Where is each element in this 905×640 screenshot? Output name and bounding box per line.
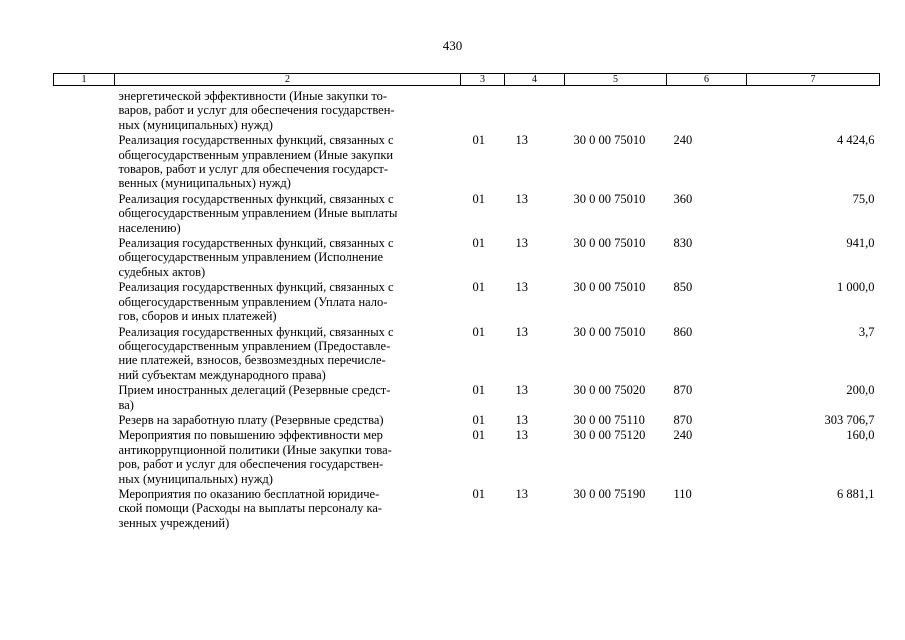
table-row [54, 487, 880, 531]
subsection-code-cell: 13 [515, 428, 528, 443]
amount-cell: 303 706,7 [824, 412, 875, 427]
row-number-cell [54, 487, 115, 531]
budget-table [53, 73, 880, 531]
section-code-cell: 01 [472, 412, 485, 427]
expense-type-cell: 240 [673, 428, 693, 443]
amount-cell: 6 881,1 [837, 486, 875, 501]
row-number-cell [54, 413, 115, 428]
table-row [54, 383, 880, 413]
amount-cell: 1 000,0 [837, 280, 875, 295]
target-article-cell: 30 0 00 75010 [573, 280, 646, 295]
row-number-cell [54, 428, 115, 487]
table-row [54, 413, 880, 428]
row-number-cell [54, 192, 115, 236]
target-article-cell: 30 0 00 75010 [573, 133, 646, 148]
expense-name-cell: Мероприятия по повышению эффективности мер антикоррупционной политики (Иные закупки това- ров, работ и услуг для обеспечения государствен- ных (муниципальных) нужд) [118, 428, 392, 486]
row-number-cell [54, 280, 115, 324]
target-article-cell [565, 86, 667, 134]
page-number: 430 [442, 38, 463, 53]
column-header: 5 [565, 74, 667, 86]
subsection-code-cell [505, 86, 565, 134]
expense-name-cell: Реализация государственных функций, связанных с общегосударственным управлением (Предоставле- ние платежей, взносов, безвозмездных перечисле- ний субъектам международного права) [118, 324, 394, 382]
table-row [54, 236, 880, 280]
row-number-cell [54, 236, 115, 280]
column-header: 4 [505, 74, 565, 86]
subsection-code-cell: 13 [515, 133, 528, 148]
subsection-code-cell: 13 [515, 412, 528, 427]
expense-name-cell: Мероприятия по оказанию бесплатной юридиче- ской помощи (Расходы на выплаты персоналу ка- зенных учреждений) [118, 486, 383, 530]
expense-type-cell: 360 [673, 191, 693, 206]
expense-type-cell: 870 [673, 383, 693, 398]
table-body [54, 86, 880, 532]
target-article-cell: 30 0 00 75190 [573, 486, 646, 501]
section-code-cell: 01 [472, 191, 485, 206]
expense-type-cell: 850 [673, 280, 693, 295]
expense-name-cell: Резерв на заработную плату (Резервные средства) [118, 412, 384, 427]
expense-type-cell: 870 [673, 412, 693, 427]
row-number-cell [54, 86, 115, 134]
amount-cell: 200,0 [846, 383, 875, 398]
section-code-cell: 01 [472, 383, 485, 398]
section-code-cell: 01 [472, 133, 485, 148]
subsection-code-cell: 13 [515, 486, 528, 501]
expense-name-cell: Прием иностранных делегаций (Резервные средст- ва) [118, 383, 391, 412]
target-article-cell: 30 0 00 75120 [573, 428, 646, 443]
target-article-cell: 30 0 00 75110 [573, 412, 645, 427]
target-article-cell: 30 0 00 75010 [573, 191, 646, 206]
expense-type-cell: 110 [673, 486, 692, 501]
table-row [54, 428, 880, 487]
target-article-cell: 30 0 00 75020 [573, 383, 646, 398]
amount-cell: 75,0 [852, 191, 875, 206]
expense-name-cell: Реализация государственных функций, связанных с общегосударственным управлением (Иные выплаты населению) [118, 191, 398, 235]
subsection-code-cell: 13 [515, 383, 528, 398]
expense-name-cell: энергетической эффективности (Иные закупки то- варов, работ и услуг для обеспечения государствен- ных (муниципальных) нужд) [118, 89, 395, 132]
table-row [54, 86, 880, 134]
section-code-cell: 01 [472, 324, 485, 339]
section-code-cell [461, 86, 505, 134]
subsection-code-cell: 13 [515, 191, 528, 206]
column-numbers-row [54, 74, 880, 86]
subsection-code-cell: 13 [515, 280, 528, 295]
expense-type-cell [667, 86, 747, 134]
target-article-cell: 30 0 00 75010 [573, 236, 646, 251]
row-number-cell [54, 133, 115, 192]
section-code-cell: 01 [472, 428, 485, 443]
column-header: 2 [115, 74, 461, 86]
amount-cell: 4 424,6 [837, 133, 875, 148]
amount-cell: 160,0 [846, 428, 875, 443]
amount-cell: 3,7 [858, 324, 875, 339]
table-row [54, 133, 880, 192]
section-code-cell: 01 [472, 280, 485, 295]
expense-type-cell: 830 [673, 236, 693, 251]
column-header: 6 [667, 74, 747, 86]
section-code-cell: 01 [472, 486, 485, 501]
target-article-cell: 30 0 00 75010 [573, 324, 646, 339]
column-header: 7 [747, 74, 880, 86]
column-header: 1 [54, 74, 115, 86]
expense-name-cell: Реализация государственных функций, связанных с общегосударственным управлением (Иные закупки товаров, работ и услуг для обеспечения государст- венных (муниципальных) нужд) [118, 133, 394, 191]
expense-type-cell: 860 [673, 324, 693, 339]
row-number-cell [54, 383, 115, 413]
amount-cell [747, 86, 880, 134]
subsection-code-cell: 13 [515, 236, 528, 251]
expense-name-cell: Реализация государственных функций, связанных с общегосударственным управлением (Уплата нало- гов, сборов и иных платежей) [118, 280, 394, 324]
expense-type-cell: 240 [673, 133, 693, 148]
table-row [54, 325, 880, 384]
amount-cell: 941,0 [846, 236, 875, 251]
table-row [54, 192, 880, 236]
column-header: 3 [461, 74, 505, 86]
section-code-cell: 01 [472, 236, 485, 251]
expense-name-cell: Реализация государственных функций, связанных с общегосударственным управлением (Исполнение судебных актов) [118, 236, 394, 279]
subsection-code-cell: 13 [515, 324, 528, 339]
row-number-cell [54, 325, 115, 384]
table-row [54, 280, 880, 324]
